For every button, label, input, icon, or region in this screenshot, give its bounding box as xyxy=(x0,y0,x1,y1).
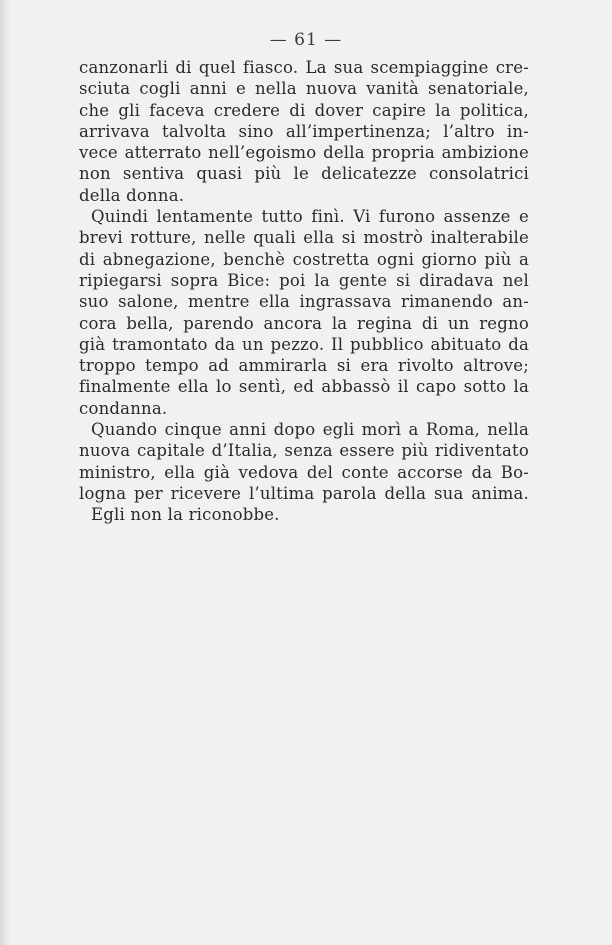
text-line: che gli faceva credere di dover capire la politica, xyxy=(79,100,529,120)
paragraph-2 xyxy=(79,206,529,419)
text-line: finalmente ella lo sentì, ed abbassò il capo sotto la xyxy=(79,377,529,397)
text-line: logna per ricevere l’ultima parola della sua anima. xyxy=(79,483,529,503)
text-line: condanna. xyxy=(79,398,168,418)
text-line: arrivava talvolta sino all’impertinenza; l’altro in- xyxy=(79,121,529,141)
text-line: suo salone, mentre ella ingrassava rimanendo an- xyxy=(79,292,529,312)
text-line: Quando cinque anni dopo egli morì a Roma, nella xyxy=(91,420,529,440)
text-line: già tramontato da un pezzo. Il pubblico abituato da xyxy=(79,334,529,354)
paragraph-3 xyxy=(79,419,529,504)
text-line: sciuta cogli anni e nella nuova vanità senatoriale, xyxy=(79,79,529,99)
text-line: nuova capitale d’Italia, senza essere più ridiventato xyxy=(79,441,529,461)
text-line: Egli non la riconobbe. xyxy=(91,505,280,525)
paragraph-4 xyxy=(79,504,529,525)
text-line: canzonarli di quel fiasco. La sua scempiaggine cre- xyxy=(79,58,529,77)
page-number: — 61 — xyxy=(269,30,343,50)
text-line: ripiegarsi sopra Bice: poi la gente si diradava nel xyxy=(79,270,529,290)
text-line: troppo tempo ad ammirarla si era rivolto altrove; xyxy=(79,356,529,376)
text-line: di abnegazione, benchè costretta ogni giorno più a xyxy=(79,249,529,269)
text-line: Quindi lentamente tutto finì. Vi furono assenze e xyxy=(91,207,529,227)
body-text xyxy=(79,57,529,526)
text-line: della donna. xyxy=(79,185,185,205)
text-line: vece atterrato nell’egoismo della propria ambizione xyxy=(79,143,529,163)
text-line: ministro, ella già vedova del conte accorse da Bo- xyxy=(79,462,529,482)
text-line: brevi rotture, nelle quali ella si mostrò inalterabile xyxy=(79,228,529,248)
text-line: non sentiva quasi più le delicatezze consolatrici xyxy=(79,164,529,184)
text-line: cora bella, parendo ancora la regina di un regno xyxy=(79,313,529,333)
paragraph-1 xyxy=(79,57,529,206)
